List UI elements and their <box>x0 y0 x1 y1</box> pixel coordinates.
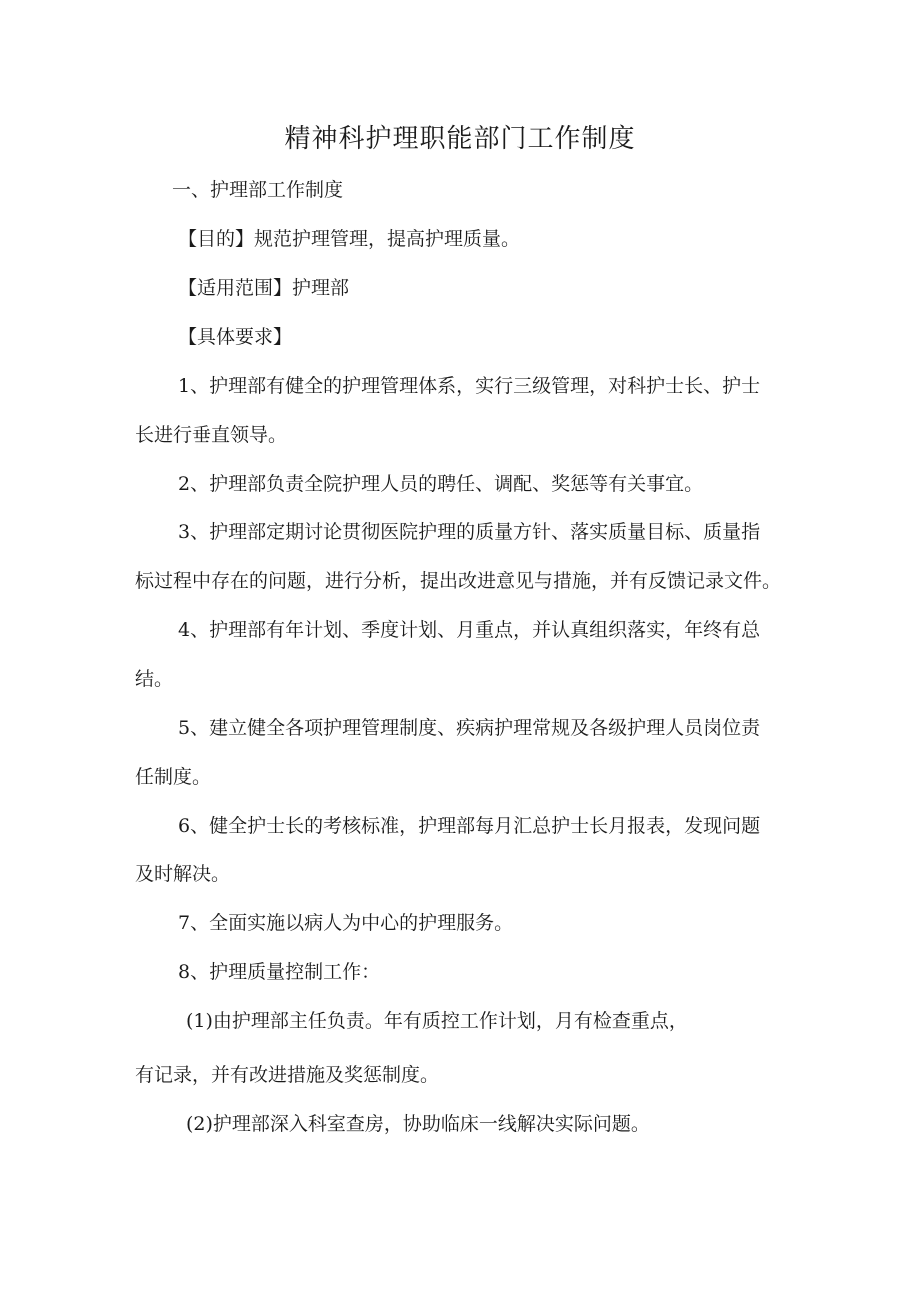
item-3-line-1: 3、护理部定期讨论贯彻医院护理的质量方针、落实质量目标、质量指 <box>178 521 761 543</box>
item-7-line-1: 7、全面实施以病人为中心的护理服务。 <box>178 912 514 934</box>
document-title: 精神科护理职能部门工作制度 <box>284 124 636 154</box>
item-2-line-1: 2、护理部负责全院护理人员的聘任、调配、奖惩等有关事宜。 <box>178 473 704 495</box>
sub-item-1-line-1: (1)由护理部主任负责。年有质控工作计划，月有检查重点， <box>186 1010 688 1032</box>
item-6-line-2: 及时解决。 <box>135 863 231 885</box>
sub-item-2-line-1: (2)护理部深入科室查房，协助临床一线解决实际问题。 <box>186 1113 650 1135</box>
item-5-line-1: 5、建立健全各项护理管理制度、疾病护理常规及各级护理人员岗位责 <box>178 717 761 739</box>
item-8-line-1: 8、护理质量控制工作： <box>178 961 381 983</box>
item-4-line-1: 4、护理部有年计划、季度计划、月重点，并认真组织落实，年终有总 <box>178 619 761 641</box>
item-1-line-1: 1、护理部有健全的护理管理体系，实行三级管理，对科护士长、护士 <box>178 375 761 397</box>
sub-item-1-line-2: 有记录，并有改进措施及奖惩制度。 <box>135 1064 440 1086</box>
section-heading: 一、护理部工作制度 <box>172 179 344 201</box>
item-6-line-1: 6、健全护士长的考核标准，护理部每月汇总护士长月报表，发现问题 <box>178 815 761 837</box>
item-3-line-2: 标过程中存在的问题，进行分析，提出改进意见与措施，并有反馈记录文件。 <box>135 570 782 592</box>
item-1-line-2: 长进行垂直领导。 <box>135 424 288 446</box>
scope-line: 【适用范围】护理部 <box>178 277 350 299</box>
item-5-line-2: 任制度。 <box>135 766 212 788</box>
requirements-heading: 【具体要求】 <box>178 326 293 348</box>
purpose-line: 【目的】规范护理管理，提高护理质量。 <box>178 228 521 250</box>
item-4-line-2: 结。 <box>135 668 174 690</box>
